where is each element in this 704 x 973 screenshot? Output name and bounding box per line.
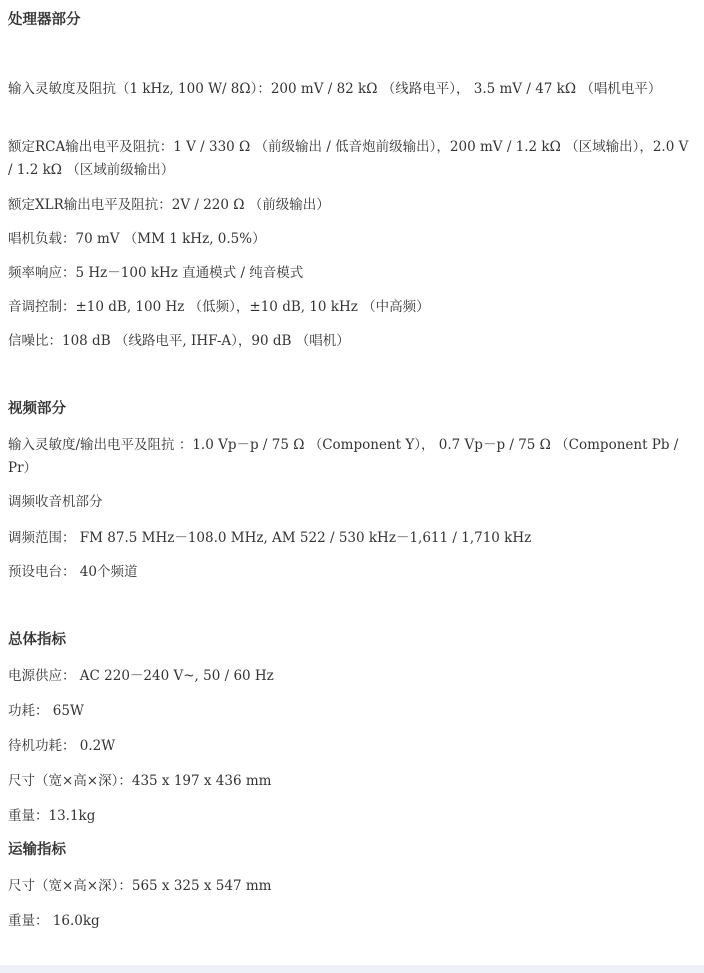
spec-phono-load: 唱机负载：70 mV （MM 1 kHz, 0.5%） <box>8 231 266 247</box>
spec-input-sensitivity: 输入灵敏度及阻抗（1 kHz, 100 W/ 8Ω）：200 mV / 82 kΩ （线路电平）， 3.5 mV / 47 kΩ （唱机电平） <box>8 81 662 97</box>
section-heading-processor: 处理器部分 <box>8 12 81 28</box>
section-heading-general: 总体指标 <box>8 632 66 648</box>
spec-frequency-response: 频率响应：5 Hz－100 kHz 直通模式 / 纯音模式 <box>8 265 304 281</box>
spec-rca-output: 额定RCA输出电平及阻抗：1 V / 330 Ω （前级输出 / 低音炮前级输出），200 mV / 1.2 kΩ （区域输出），2.0 V / 1.2 kΩ （区域前级输出） <box>8 139 689 178</box>
spec-snr: 信噪比：108 dB （线路电平, IHF-A），90 dB （唱机） <box>8 333 350 349</box>
spec-power-consumption: 功耗： 65W <box>8 703 84 719</box>
spec-dimensions: 尺寸（宽×高×深）：435 x 197 x 436 mm <box>8 773 272 789</box>
spec-shipping-weight: 重量： 16.0kg <box>8 913 100 929</box>
section-heading-shipping: 运输指标 <box>8 842 66 858</box>
spec-standby-power: 待机功耗： 0.2W <box>8 738 116 754</box>
spec-tuner-subheading: 调频收音机部分 <box>8 494 103 510</box>
spec-xlr-output: 额定XLR输出电平及阻抗：2V / 220 Ω （前级输出） <box>8 197 330 213</box>
section-heading-video: 视频部分 <box>8 401 66 417</box>
spec-power-supply: 电源供应： AC 220－240 V~, 50 / 60 Hz <box>8 668 274 684</box>
spec-video-input: 输入灵敏度/输出电平及阻抗 ：1.0 Vp－p / 75 Ω （Component Y）， 0.7 Vp－p / 75 Ω （Component Pb / Pr） <box>8 437 679 476</box>
spec-presets: 预设电台： 40个频道 <box>8 564 138 580</box>
spec-shipping-dimensions: 尺寸（宽×高×深）：565 x 325 x 547 mm <box>8 878 272 894</box>
spec-tone-control: 音调控制：±10 dB, 100 Hz （低频），±10 dB, 10 kHz （中高频） <box>8 299 430 315</box>
spec-tuning-range: 调频范围： FM 87.5 MHz－108.0 MHz, AM 522 / 530 kHz－1,611 / 1,710 kHz <box>8 530 532 546</box>
spec-weight: 重量：13.1kg <box>8 808 96 824</box>
bottom-strip <box>0 965 704 973</box>
